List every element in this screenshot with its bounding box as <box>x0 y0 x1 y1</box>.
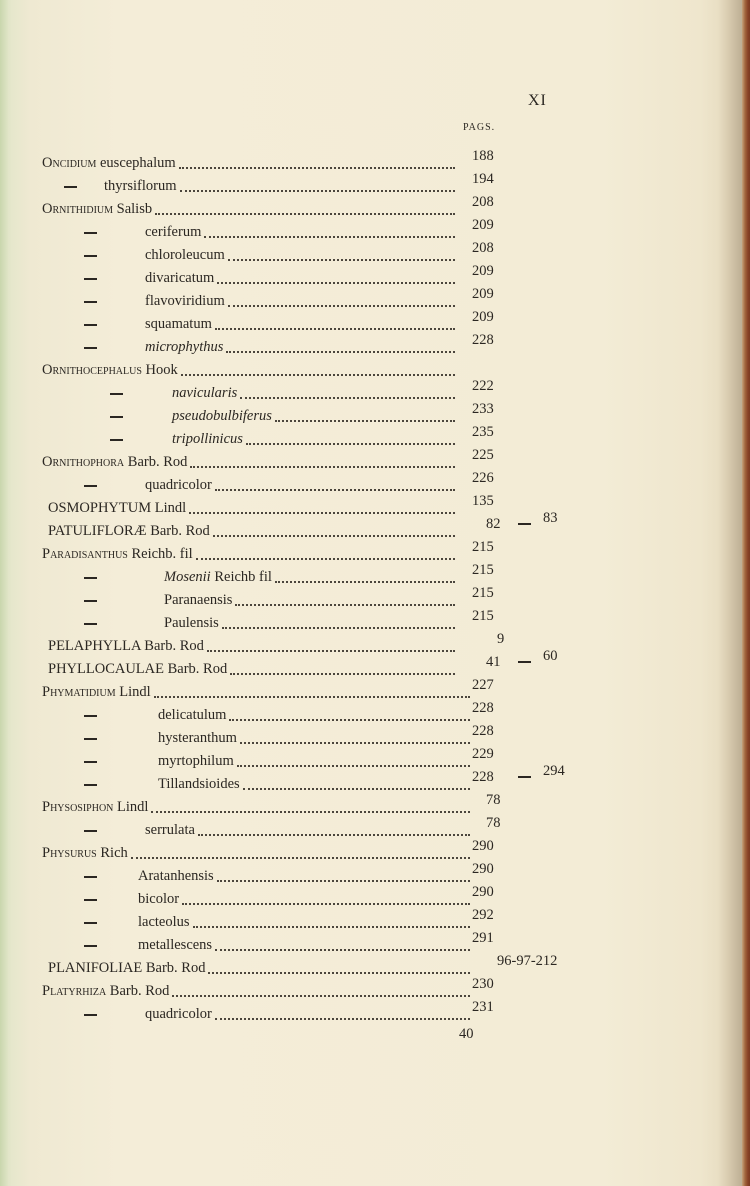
dot-leader <box>272 566 455 588</box>
genus-name: Platyrhiza <box>42 983 107 999</box>
entry-text: delicatulum <box>158 707 227 723</box>
page-ref: 290 <box>472 861 494 877</box>
page-ref: 215 <box>472 539 494 555</box>
entry-text: serrulata <box>145 822 195 838</box>
ditto-dash <box>84 267 98 289</box>
genus-name: Oncidium <box>42 155 97 171</box>
entry-name <box>145 474 212 496</box>
index-entry <box>0 700 750 726</box>
entry-text: Barb. Rod <box>124 454 188 470</box>
genus-name: Ornithidium <box>42 201 114 217</box>
dot-leader <box>210 520 455 542</box>
page-ref: 228 <box>472 769 494 785</box>
dot-leader <box>240 773 470 795</box>
dot-leader <box>179 888 470 910</box>
page-ref: 41 <box>486 654 501 670</box>
entry-name <box>42 198 152 220</box>
dot-leader <box>177 175 455 197</box>
entry-name <box>158 727 237 749</box>
section-name: PHYLLOCAULAE <box>48 661 164 677</box>
index-entry <box>0 447 750 473</box>
entry-text: Barb. Rod <box>164 661 228 677</box>
index-entry <box>0 631 750 657</box>
index-entry <box>0 723 750 749</box>
index-entry <box>0 884 750 910</box>
species-name-italic: pseudobulbiferus <box>172 408 272 424</box>
index-entry <box>0 359 750 381</box>
ditto-dash <box>84 934 98 956</box>
entry-text: Paulensis <box>164 615 219 631</box>
dot-leader <box>193 543 455 565</box>
page-ref: 208 <box>472 240 494 256</box>
dot-leader <box>204 635 455 657</box>
entry-text: Reichb. fil <box>127 546 193 562</box>
entry-name <box>48 957 205 979</box>
dot-leader <box>212 934 470 956</box>
entry-text: quadricolor <box>145 1006 212 1022</box>
entry-name <box>158 704 226 726</box>
dot-leader <box>152 198 455 220</box>
entry-name <box>158 773 240 795</box>
ditto-dash <box>84 888 98 910</box>
dot-leader <box>219 612 455 634</box>
index-entry <box>0 838 750 864</box>
index-entry <box>0 194 750 220</box>
section-name: PLANIFOLIAE <box>48 960 143 976</box>
entry-text: Barb. Rod <box>146 523 210 539</box>
entry-text: Tillandsioides <box>158 776 240 792</box>
entry-text: Lindl <box>151 500 187 516</box>
index-entry <box>0 148 750 174</box>
dot-leader <box>214 865 470 887</box>
entry-text: chloroleucum <box>145 247 225 263</box>
index-entry <box>0 792 750 818</box>
entry-text: Salisb <box>113 201 153 217</box>
page-ref: 229 <box>472 746 494 762</box>
index-entry <box>0 217 750 243</box>
index-entry <box>0 815 750 841</box>
page-ref: 209 <box>472 263 494 279</box>
section-name: PELAPHYLLA <box>48 638 141 654</box>
section-name: OSMOPHYTUM <box>48 500 152 516</box>
index-entry <box>0 763 750 795</box>
entry-name <box>42 451 187 473</box>
entry-name <box>172 405 272 427</box>
ditto-dash <box>64 175 78 197</box>
index-entry <box>0 976 750 1002</box>
entry-name <box>145 244 225 266</box>
ditto-dash <box>84 290 98 312</box>
index-entry <box>0 286 750 312</box>
index-entry <box>0 930 750 956</box>
genus-name: Ornithocephalus <box>42 362 142 378</box>
entry-name <box>145 267 214 289</box>
dot-leader <box>205 957 470 979</box>
index-entry <box>0 263 750 289</box>
entry-name <box>172 428 243 450</box>
entry-name <box>138 911 190 933</box>
index-entry <box>0 378 750 404</box>
dot-leader <box>195 819 470 841</box>
index-entry <box>0 240 750 266</box>
dot-leader <box>186 497 455 519</box>
index-entry <box>0 677 750 703</box>
page-ref: 291 <box>472 930 494 946</box>
entry-name <box>145 290 225 312</box>
index-entry <box>0 510 750 542</box>
entry-text: Rich <box>96 845 128 861</box>
dot-leader <box>178 359 455 381</box>
ditto-dash <box>84 336 98 358</box>
page-ref: 292 <box>472 907 494 923</box>
index-entry <box>0 648 750 680</box>
dot-leader <box>148 796 470 818</box>
index-entry <box>0 539 750 565</box>
page-ref-end: 294 <box>543 763 565 779</box>
entry-name <box>48 658 227 680</box>
page-ref: 228 <box>472 723 494 739</box>
dot-leader <box>237 727 470 749</box>
entry-text: Aratanhensis <box>138 868 214 884</box>
genus-name: Physurus <box>42 845 97 861</box>
page-ref: 228 <box>472 700 494 716</box>
entry-text: euscephalum <box>96 155 176 171</box>
page-ref: 96-97-212 <box>497 953 558 969</box>
dot-leader <box>212 313 455 335</box>
ditto-dash <box>84 244 98 266</box>
entry-name <box>172 382 237 404</box>
dot-leader <box>187 451 455 473</box>
dot-leader <box>232 589 455 611</box>
page-ref: 188 <box>472 148 494 164</box>
page-ref: 209 <box>472 286 494 302</box>
entry-name <box>164 612 219 634</box>
entry-text: Paranaensis <box>164 592 233 608</box>
entry-text: Lindl <box>113 799 149 815</box>
entry-text: Reichb fil <box>210 569 272 585</box>
page-ref: 227 <box>472 677 494 693</box>
page-ref: 209 <box>472 309 494 325</box>
entry-text: myrtophilum <box>158 753 234 769</box>
index-entry <box>0 424 750 450</box>
ditto-dash <box>84 704 98 726</box>
index-entry <box>0 608 750 634</box>
entry-name <box>164 589 232 611</box>
entry-text: ceriferum <box>145 224 202 240</box>
dot-leader <box>272 405 455 427</box>
entry-name <box>158 750 234 772</box>
page-ref: 135 <box>472 493 494 509</box>
section-name: PATULIFLORÆ <box>48 523 147 539</box>
ditto-dash <box>110 405 124 427</box>
dot-leader <box>223 336 455 358</box>
page-ref: 215 <box>472 585 494 601</box>
index-entry <box>0 907 750 933</box>
page-ref: 208 <box>472 194 494 210</box>
entry-name <box>42 796 148 818</box>
genus-name: Physosiphon <box>42 799 114 815</box>
index-entry <box>0 332 750 358</box>
dot-leader <box>214 267 455 289</box>
dot-leader <box>212 474 455 496</box>
species-name-italic: tripollinicus <box>172 431 243 447</box>
species-name-italic: navicularis <box>172 385 238 401</box>
index-entry <box>0 861 750 887</box>
page-ref: 222 <box>472 378 494 394</box>
entry-text: quadricolor <box>145 477 212 493</box>
entry-name <box>104 175 177 197</box>
entry-name <box>42 842 128 864</box>
entry-name <box>145 819 195 841</box>
range-dash <box>518 523 531 525</box>
entry-text: Barb. Rod <box>106 983 170 999</box>
index-entry <box>0 309 750 335</box>
page-ref-end: 60 <box>543 648 558 664</box>
index-entry <box>0 171 750 197</box>
entry-name <box>138 934 212 956</box>
entry-name <box>48 497 186 519</box>
entry-text: Lindl <box>115 684 151 700</box>
entry-name <box>42 359 178 381</box>
genus-name: Ornithophora <box>42 454 125 470</box>
entry-name <box>48 520 210 542</box>
page-ref: 82 <box>486 516 501 532</box>
index-entry <box>0 999 750 1025</box>
index-entry <box>0 401 750 427</box>
dot-leader <box>176 152 455 174</box>
ditto-dash <box>84 750 98 772</box>
page-ref: 78 <box>486 792 501 808</box>
ditto-dash <box>84 773 98 795</box>
ditto-dash <box>84 566 98 588</box>
ditto-dash <box>84 221 98 243</box>
range-dash <box>518 776 531 778</box>
entry-text: lacteolus <box>138 914 190 930</box>
index-entry <box>0 585 750 611</box>
dot-leader <box>243 428 455 450</box>
entry-name <box>48 635 204 657</box>
ditto-dash <box>110 428 124 450</box>
ditto-dash <box>84 911 98 933</box>
page-ref: 290 <box>472 838 494 854</box>
entry-text: divaricatum <box>145 270 215 286</box>
ditto-dash <box>84 313 98 335</box>
ditto-dash <box>84 474 98 496</box>
entry-text: Hook <box>141 362 178 378</box>
dot-leader <box>234 750 470 772</box>
entry-name <box>145 1003 212 1025</box>
entry-text: hysteranthum <box>158 730 237 746</box>
page-ref: 231 <box>472 999 494 1015</box>
page-ref: 215 <box>472 608 494 624</box>
index-entry <box>0 746 750 772</box>
entry-name <box>42 152 176 174</box>
page-ref: 9 <box>497 631 505 647</box>
range-dash <box>518 661 531 663</box>
signature-mark: 40 <box>459 1026 474 1042</box>
entry-name <box>42 681 151 703</box>
ditto-dash <box>84 589 98 611</box>
page-ref: 209 <box>472 217 494 233</box>
dot-leader <box>225 244 455 266</box>
dot-leader <box>190 911 470 933</box>
entry-name <box>42 980 169 1002</box>
page-ref: 230 <box>472 976 494 992</box>
ditto-dash <box>110 382 124 404</box>
entry-text: Barb. Rod <box>142 960 206 976</box>
pages-column-heading: PAGS. <box>463 122 496 133</box>
page-number: XI <box>528 92 547 109</box>
index-entry <box>0 470 750 496</box>
entry-name <box>145 336 223 358</box>
species-name-italic: microphythus <box>145 339 224 355</box>
entry-text: bicolor <box>138 891 180 907</box>
entry-text: flavoviridium <box>145 293 225 309</box>
page-ref: 215 <box>472 562 494 578</box>
entry-name <box>145 221 201 243</box>
entry-name <box>145 313 212 335</box>
page-ref: 228 <box>472 332 494 348</box>
dot-leader <box>151 681 470 703</box>
ditto-dash <box>84 612 98 634</box>
dot-leader <box>227 658 455 680</box>
page-ref: 225 <box>472 447 494 463</box>
dot-leader <box>212 1003 470 1025</box>
species-name-italic: Mosenii <box>164 569 211 585</box>
genus-name: Phymatidium <box>42 684 116 700</box>
index-entry <box>0 493 750 519</box>
ditto-dash <box>84 819 98 841</box>
genus-name: Paradisanthus <box>42 546 128 562</box>
entry-name <box>164 566 272 588</box>
entry-text: thyrsiflorum <box>104 178 177 194</box>
entry-text: squamatum <box>145 316 212 332</box>
page-ref-end: 83 <box>543 510 558 526</box>
page-ref: 78 <box>486 815 501 831</box>
page-ref: 233 <box>472 401 494 417</box>
entry-name <box>42 543 193 565</box>
dot-leader <box>226 704 470 726</box>
page-ref: 235 <box>472 424 494 440</box>
ditto-dash <box>84 1003 98 1025</box>
dot-leader <box>128 842 470 864</box>
dot-leader <box>225 290 455 312</box>
page-ref: 226 <box>472 470 494 486</box>
entry-name <box>138 888 179 910</box>
ditto-dash <box>84 727 98 749</box>
entry-name <box>138 865 214 887</box>
dot-leader <box>169 980 470 1002</box>
page-ref: 290 <box>472 884 494 900</box>
ditto-dash <box>84 865 98 887</box>
entry-text: metallescens <box>138 937 213 953</box>
index-entry <box>0 562 750 588</box>
entry-text: Barb. Rod <box>140 638 204 654</box>
page-ref: 194 <box>472 171 494 187</box>
index-entry <box>0 953 750 979</box>
dot-leader <box>237 382 455 404</box>
dot-leader <box>201 221 455 243</box>
